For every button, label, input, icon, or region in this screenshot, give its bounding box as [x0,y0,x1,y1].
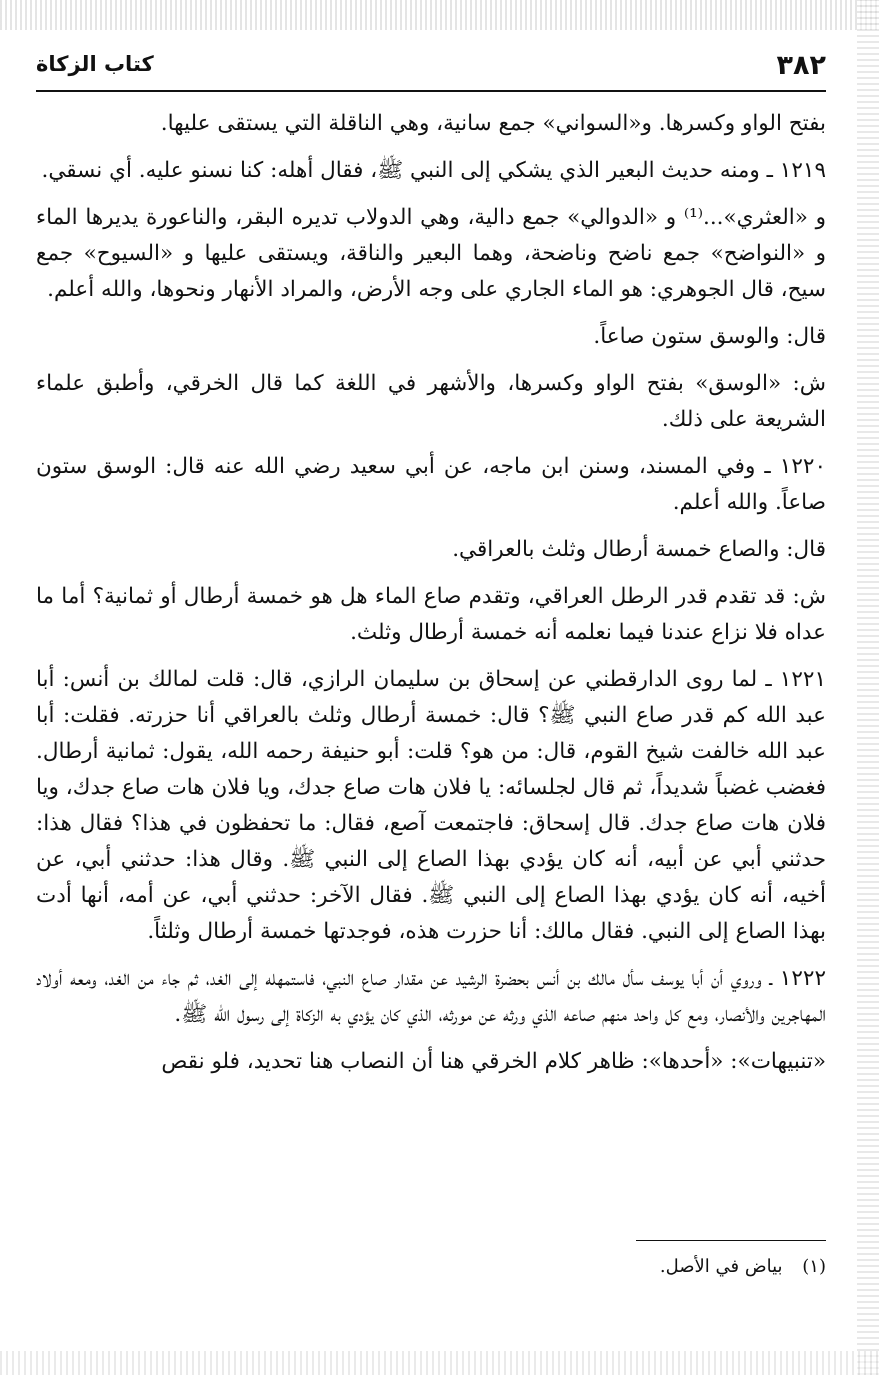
main-text [36,106,826,1080]
scan-noise-right [857,0,879,1375]
paragraph: ش: «الوسق» بفتح الواو وكسرها، والأشهر في اللغة كما قال الخرقي، وأطبق علماء الشريعة على ذلك. [36,371,826,432]
paragraph: ١٢٢٢ ـ وروي أن أبا يوسف سأل مالك بن أنس بحضرة الرشيد عن مقدار صاع النبي، فاستمهله إلى الغد، ثم جاء من الغد، ومعه أولاد المهاجرين والأنصار، ومع كل واحد منهم صاعه الذي ورثه عن مورثه، الذي كان يؤدي به الزكاة إلى رسول الله ﷺ. [36,966,826,1027]
footnote-text: بياض في الأصل. [659,1256,783,1277]
footnote-area [36,1240,826,1281]
footnote [36,1253,826,1281]
page-number: ٣٨٢ [776,50,826,81]
book-page [36,44,826,1344]
paragraph: و «العثري»...⁽¹⁾ و «الدوالي» جمع دالية، وهي الدولاب تديره البقر، والناعورة يديرها الماء و «النواضح» جمع ناضح وناضحة، وهما البعير والناقة، ويستقى عليها و «السيوح» جمع سيح، قال الجوهري: هو الماء الجاري على وجه الأرض، والمراد الأنهار ونحوها، والله أعلم. [36,205,826,302]
paragraph: قال: والصاع خمسة أرطال وثلث بالعراقي. [452,537,826,562]
paragraph: ش: قد تقدم قدر الرطل العراقي، وتقدم صاع الماء هل هو خمسة أرطال أو ثمانية؟ أما ما عداه فلا نزاع عندنا فيما نعلمه أنه خمسة أرطال وثلث. [36,584,826,645]
footnote-divider [636,1240,826,1241]
paragraph: ١٢١٩ ـ ومنه حديث البعير الذي يشكي إلى النبي ﷺ، فقال أهله: كنا نسنو عليه. أي نسقي. [41,158,826,183]
footnote-number: (١) [802,1256,826,1277]
scan-noise-top [0,0,879,30]
paragraph: قال: والوسق ستون صاعاً. [593,324,826,349]
paragraph: «تنبيهات»: «أحدها»: ظاهر كلام الخرقي هنا أن النصاب هنا تحديد، فلو نقص [161,1049,826,1074]
paragraph: ١٢٢١ ـ لما روى الدارقطني عن إسحاق بن سليمان الرازي، قال: قلت لمالك بن أنس: أبا عبد الله كم قدر صاع النبي ﷺ؟ قال: خمسة أرطال وثلث بالعراقي أنا حزرته. فقلت: أبا عبد الله خالفت شيخ القوم، قال: من هو؟ قلت: أبو حنيفة رحمه الله، يقول: ثمانية أرطال. فغضب غضباً شديداً، ثم قال لجلسائه: يا فلان هات صاع جدك، ويا فلان هات صاع جدك، ويا فلان هات صاع جدك. قال إسحاق: فاجتمعت آصع، فقال: ما تحفظون في هذا؟ فقال هذا: حدثني أبي عن أبيه، أنه كان يؤدي بهذا الصاع إلى النبي ﷺ. وقال هذا: حدثني أبي، عن أخيه، أنه كان يؤدي بهذا الصاع إلى النبي ﷺ. فقال الآخر: حدثني أبي، عن أمه، أنها أدت بهذا الصاع إلى النبي. فقال مالك: أنا حزرت هذه، فوجدتها خمسة أرطال وثلثاً. [36,667,826,944]
paragraph: بفتح الواو وكسرها. و«السواني» جمع سانية، وهي الناقلة التي يستقى عليها. [160,111,826,136]
page-header [36,44,826,92]
scan-noise-bottom [0,1351,879,1375]
paragraph: ١٢٢٠ ـ وفي المسند، وسنن ابن ماجه، عن أبي سعيد رضي الله عنه قال: الوسق ستون صاعاً. والله أعلم. [36,454,826,515]
running-title: كتاب الزكاة [36,52,154,76]
